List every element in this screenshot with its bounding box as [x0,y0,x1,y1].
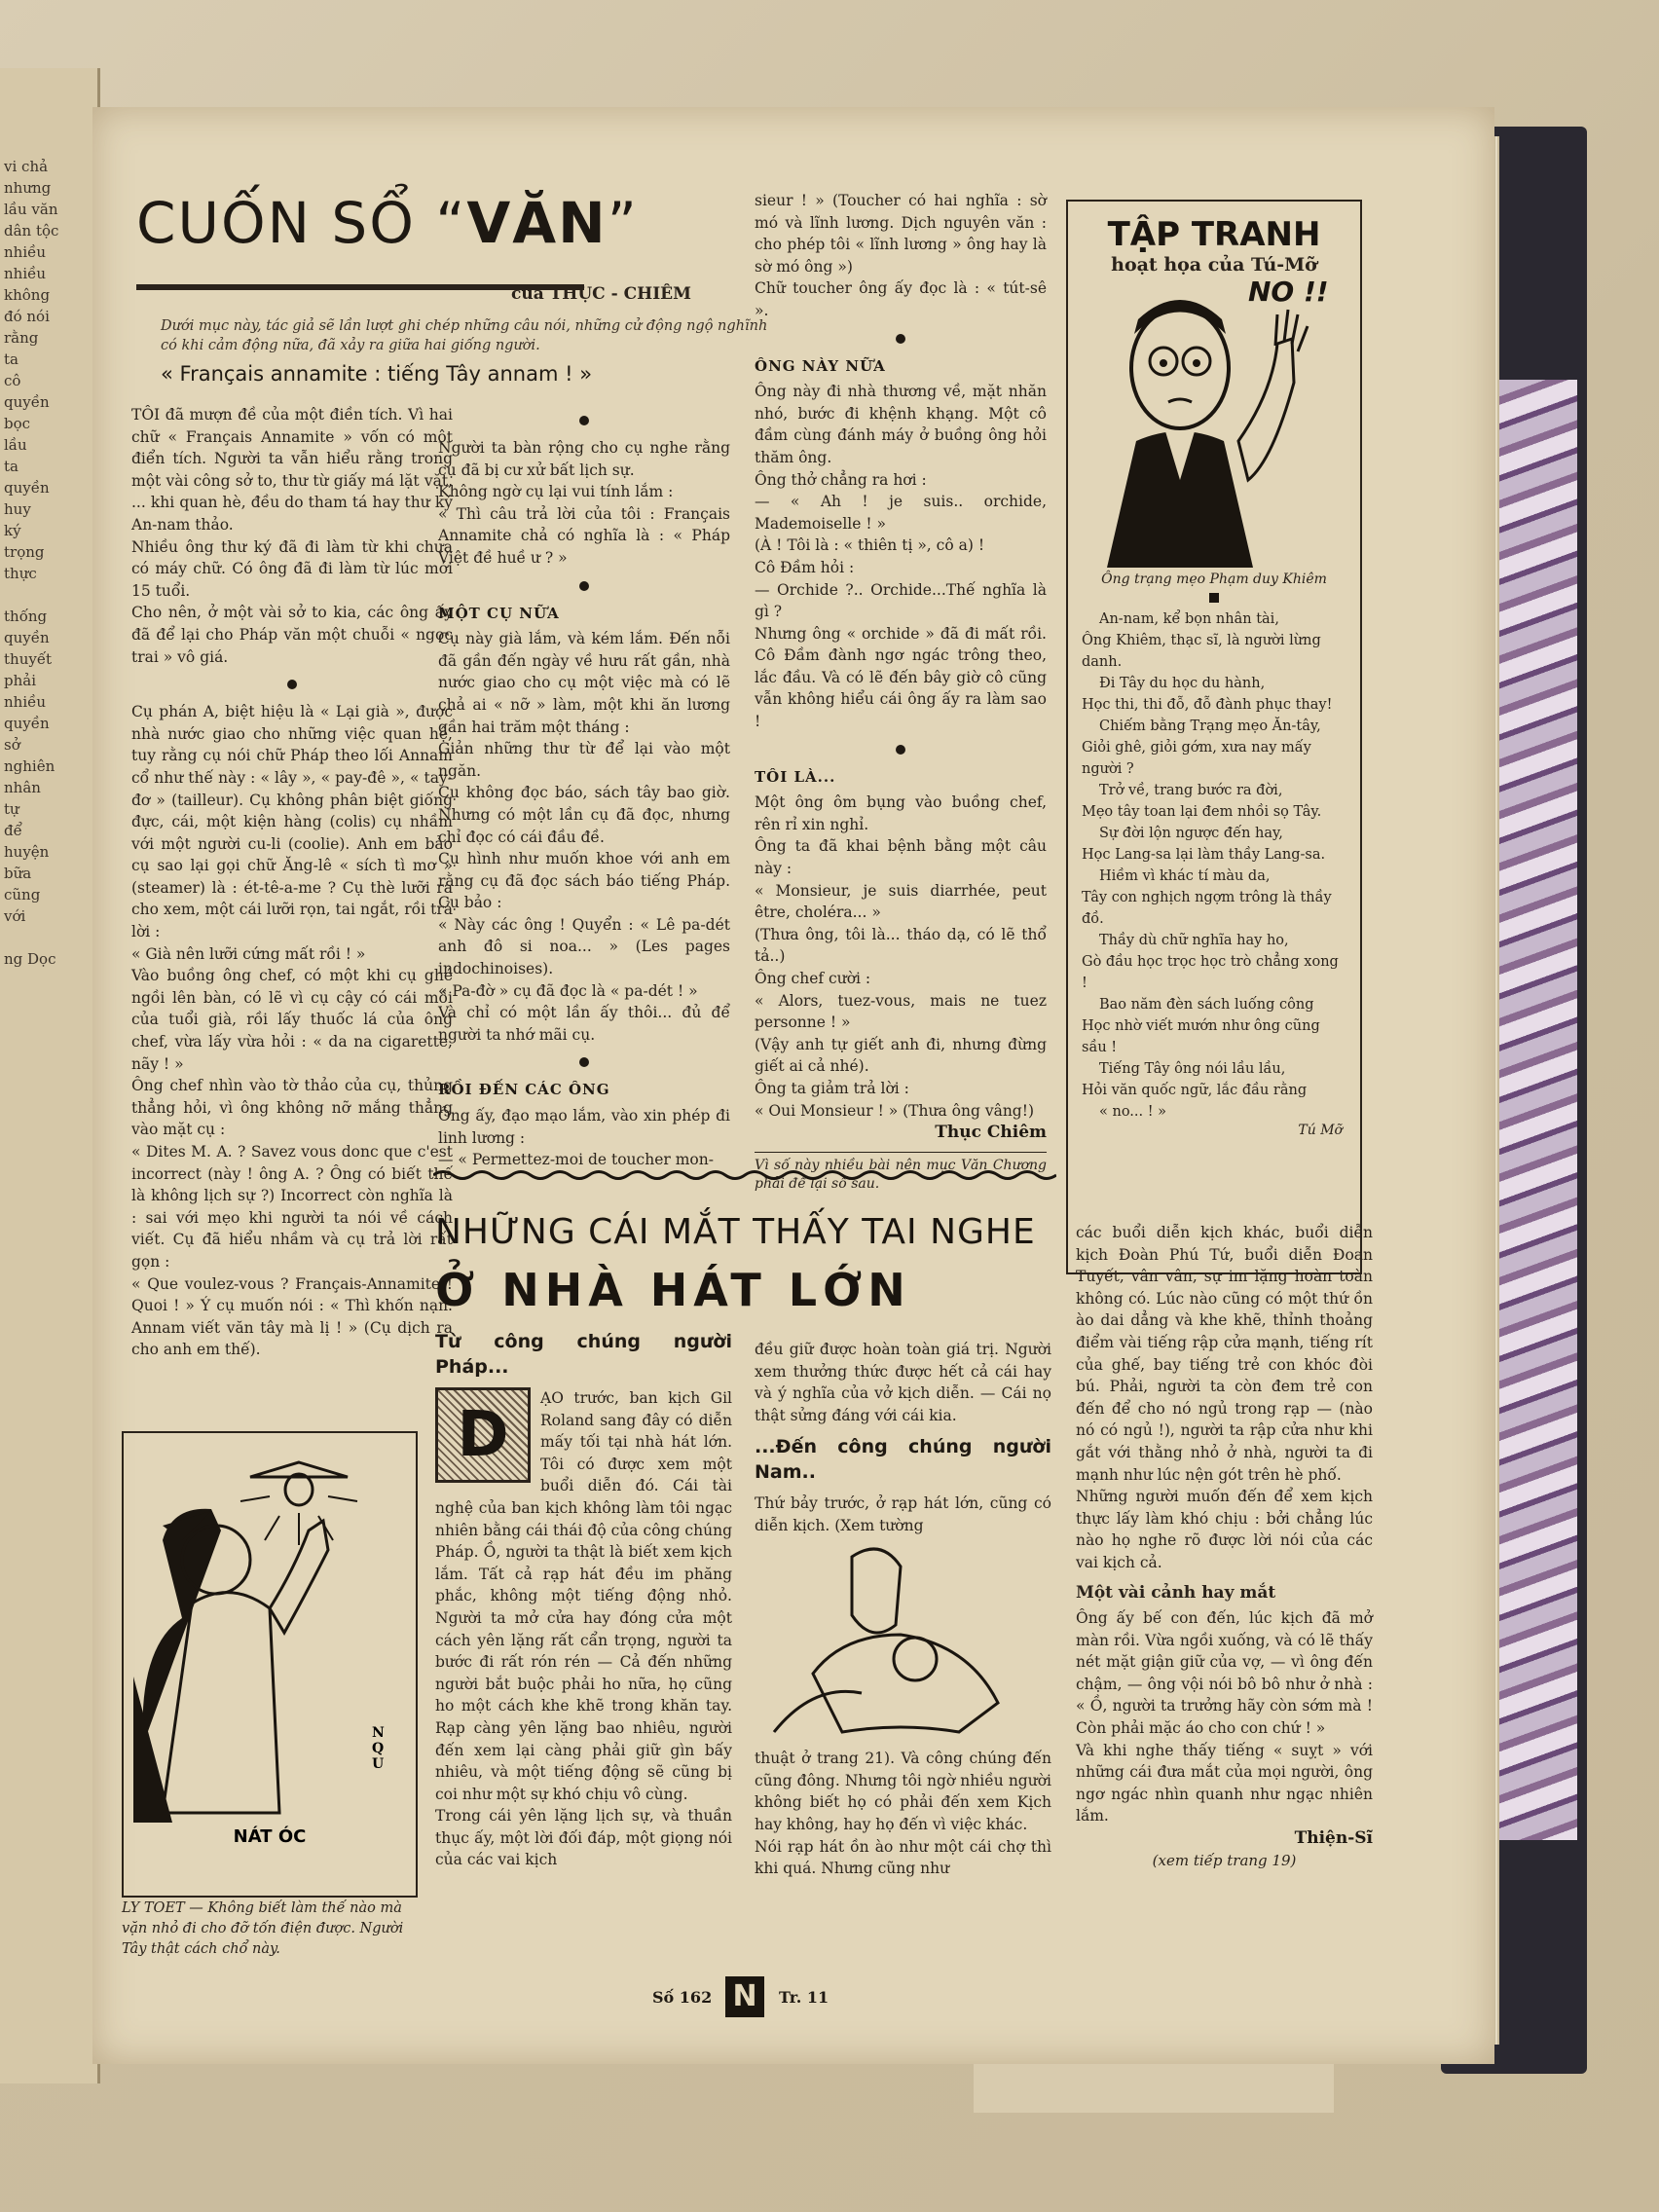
paragraph: « Này các ông ! Quyển : « Lê pa-dét anh đô si noa... » (Les pages indochinoises). [438,915,730,978]
paragraph: Ông ấy bế con đến, lúc kịch đã mở màn rồi. Vừa ngồi xuống, và có lẽ thấy nét mặt giận giữ của vợ, — vì ông đến chậm, — ông vội nói bô bô như ở nhà : « Ồ, người ta trưởng hãy còn sớm mà ! Còn phải mặc áo cho con chứ ! » [1076,1609,1373,1738]
paragraph: Những người muốn đến để xem kịch thực lấy làm khó chịu : bởi chẳng lúc nào họ nghe rõ được lời nói của các vai kịch cả. [1076,1488,1373,1571]
paragraph: « Que voulez-vous ? Français-Annamite ! Quoi ! » Ý cụ muốn nói : « Thì khốn nạn. Annam viết văn tây mà lị ! » (Cụ dịch ra cho anh em thế). [131,1274,453,1359]
paragraph: — « Ah ! je suis.. orchide, Mademoiselle ! » [755,493,1047,533]
paragraph: thuật ở trang 21). Và công chúng đến cũng đông. Nhưng tôi ngờ nhiều người không biết họ có phải đến xem Kịch hay không, hay họ đến vì việc khác. [755,1750,1051,1833]
man-raising-hand-illustration [1068,276,1356,568]
poem-line: Bao năm đèn sách luống công [1099,997,1314,1013]
mother-child-illustration [755,1537,1047,1742]
paragraph: Nhưng ông « orchide » đã đi mất rồi. Cô Đầm đành ngơ ngác trông theo, lắc đầu. Và có lẽ đến bây giờ cô cũng vẫn không hiểu cái ông ấy ra làm sao ! [755,624,1047,731]
continued-note: (xem tiếp trang 19) [1152,1851,1297,1869]
paragraph: TÔI đã mượn đề của một điền tích. Vì hai chữ « Français Annamite » vốn có một điển tích. Người ta vẫn hiểu rằng trong một vài công sở to, thư từ giấy má lặt vặt, ... khi quan hè, đều do tham tá hay thư ký An-nam thảo. [131,406,453,534]
article2-subheading: ...Đến công chúng người Nam.. [755,1436,1051,1484]
section-heading: MỘT CỤ NỮA [438,604,560,622]
signature: Thiện-Sĩ [1294,1828,1373,1849]
poem-line: Ông Khiêm, thạc sĩ, là người lừng danh. [1082,633,1321,670]
cartoon-signature: NQU [372,1725,385,1772]
paragraph: — Orchide ?.. Orchide...Thế nghĩa là gì ? [755,580,1047,621]
paragraph: Giản những thư từ để lại vào một ngăn. [438,740,730,780]
marbled-edge [1494,380,1577,1840]
article2-subheading: Một vài cảnh hay mắt [1076,1582,1276,1603]
paragraph: Trong cái yên lặng lịch sự, và thuần thục ấy, một lời đối đáp, một giọng nói của các vai kịch [435,1807,732,1869]
no-exclamation: NO !! [1248,276,1329,308]
article2-title-line1: NHỮNG CÁI MẮT THẤY TAI NGHE [435,1212,1036,1252]
poem-line: Trở về, trang bước ra đời, [1099,783,1283,798]
paragraph: Và chỉ có một lần ấy thôi... đủ để người ta nhớ mãi cụ. [438,1004,730,1044]
paragraph: Cụ hình như muốn khoe với anh em rằng cụ đã đọc sách báo tiếng Pháp. Cụ bảo : [438,850,730,912]
poem-line: Sự đời lộn ngược đến hay, [1099,826,1283,841]
left-page-fragments: vi chả nhưng lầu văn dân tộc nhiều nhiều không đó nói rằng ta cô quyền bọc lầu ta quyền huy ký trọng thực thống quyền thuyết phải nhiều quyền sở nghiên nhân tự để huyện bữa cũng với ng Dọc [4,158,59,968]
poem-line: Tây con nghịch ngợm trông là thầy đồ. [1082,890,1332,927]
poem-line: Học nhờ viết mướn như ông cũng sầu ! [1082,1018,1320,1055]
issue-number: Số 162 [652,1988,713,2007]
paragraph: Một ông ôm bụng vào buồng chef, rên rỉ xin nghỉ. [755,793,1047,833]
paragraph: Cụ không đọc báo, sách tây bao giờ. Nhưng có một lần cụ đã đọc, nhưng chỉ đọc có cái đầu đề. [438,784,730,846]
column-1 [131,404,453,1361]
paragraph: Cụ phán A, biệt hiệu là « Lại già », được nhà nước giao cho những việc quan hệ, tuy rằng cụ nói chữ Pháp theo lối Annam cổ như thế này : « lây », « pay-đê », « tay-đơ » (tailleur). Cụ không phân biệt giống đực, cái, một kiện hàng (colis) cụ nhầm với một người cu-li (coolie). Anh em bảo cụ sao lại gọi chữ Ăng-lê « sích tì mơ » (steamer) là : ét-tê-a-me ? Cụ thè lưỡi ra cho xem, một cái lưỡi rọn, tai ngắt, rồi trả lời : [131,703,453,941]
paragraph: Thứ bảy trước, ở rạp hát lớn, cũng có diễn kịch. (Xem tường [755,1494,1051,1534]
poem-line: Mẹo tây toan lại đem nhồi sọ Tây. [1082,804,1322,820]
column-3 [755,190,1047,1194]
poem-line: Đi Tây du học du hành, [1099,676,1266,691]
article2-column-1 [435,1329,732,1871]
paragraph: Chữ toucher ông ấy đọc là : « tút-sê ». [755,279,1047,319]
poem-line: Chiếm bằng Trạng mẹo Ăn-tây, [1099,719,1321,734]
section-heading: ÔNG NÀY NỮA [755,356,886,375]
section-heading: TÔI LÀ... [755,767,836,786]
comic-author: Tú-Mỡ [1251,254,1317,276]
paragraph: « Pa-đờ » cụ đã đọc là « pa-dét ! » [438,981,698,1000]
paragraph: Ông ấy, đạo mạo lắm, vào xin phép đi linh lương : [438,1107,730,1147]
paragraph: Ông chef nhìn vào tờ thảo của cụ, thủng thẳng hỏi, vì ông không nỡ mắng thẳng vào mặt cụ : [131,1077,453,1139]
poem-line: Học Lang-sa lại làm thầy Lang-sa. [1082,847,1326,863]
column-2 [438,404,730,1171]
separator-dot [896,334,905,344]
left-page [0,68,100,2083]
paragraph: (À ! Tôi là : « thiên tị », cô a) ! [755,536,985,555]
magazine-logo: N [725,1976,764,2017]
square-bullet [1209,593,1219,603]
paragraph: Và khi nghe thấy tiếng « suỵt » với những cái đưa mắt của mọi người, ông ngơ ngác nhìn quanh như ngạc nhiên lắm. [1076,1741,1373,1825]
paragraph: Ông ta giảm trả lời : [755,1079,909,1097]
cartoon-box [122,1431,418,1898]
poem-line: Gò đầu học trọc học trò chẳng xong ! [1082,954,1339,991]
wavy-divider [433,1168,1056,1182]
signature: Thục Chiêm [935,1123,1047,1143]
comic-signature: Tú Mỡ [1298,1123,1343,1138]
paragraph: « Monsieur, je suis diarrhée, peut être, choléra... » [755,881,1047,922]
separator-dot [896,745,905,755]
poem-line: « no... ! » [1099,1104,1167,1120]
poem-line: Giỏi ghê, giỏi gớm, xưa nay mấy người ? [1082,740,1311,777]
poem-line: Thầy dù chữ nghĩa hay ho, [1099,933,1289,948]
editor-note: Vì số này nhiều bài nên mục Văn Chương phải để lại số sau. [755,1152,1047,1194]
ly-toet-lamp-illustration [124,1433,412,1823]
article2-column-2 [755,1339,1051,1880]
paragraph: « Thì câu trả lời của tôi : Français Annamite chả có nghĩa là : « Pháp Việt đề huề ư ? » [438,504,730,567]
paragraph: « Già nên lưỡi cứng mất rồi ! » [131,944,366,963]
paragraph: Người ta bàn rộng cho cụ nghe rằng cụ đã bị cư xử bất lịch sự. [438,439,730,479]
paragraph: Nhiều ông thư ký đã đi làm từ khi chưa có máy chữ. Có ông đã đi làm từ lúc mới 15 tuổi. [131,537,453,600]
comic-box [1066,200,1362,1274]
separator-dot [579,581,589,591]
magazine-page [92,107,1494,2064]
cartoon-title: NÁT ÓC [233,1826,307,1847]
article2-title-line2: Ở NHÀ HÁT LỚN [435,1264,911,1316]
comic-subtitle-prefix: hoạt họa của [1111,254,1245,276]
cartoon-caption: LY TOET — Không biết làm thế nào mà vặn nhỏ đi cho đỡ tốn điện được. Người Tây thật cách chổ này. [122,1900,404,1957]
paragraph: sieur ! » (Toucher có hai nghĩa : sờ mó và lĩnh lương. Dịch nguyên văn : cho phép tôi « lĩnh lương » ông hay là sờ mó ông ») [755,192,1047,276]
comic-caption: Ông trạng mẹo Phạm duy Khiêm [1101,571,1327,587]
comic-title: TẬP TRANH [1107,215,1321,254]
paragraph: Cô Đầm hỏi : [755,558,855,576]
paragraph: ẠO trước, ban kịch Gil Roland sang đây có diễn mấy tối tại nhà hát lớn. Tôi có được xem một buổi diễn đó. Cái tài nghệ của ban kịch không làm tôi ngạc nhiên bằng cái thái độ của công chúng Pháp. Ồ, người ta thật là biết xem kịch lắm. Tất cả rạp hát đều im phăng phắc, không một tiếng động nhỏ. Người ta mở cửa hay đóng cửa một cách yên lặng rất cẩn trọng, người ta bước đi rất rón rén — Cả đến những người bắt buộc phải ho nữa, họ cũng ho một cách khe khẽ trong khăn tay. Rạp càng yên lặng bao nhiêu, người đến xem lại càng phải giữ gìn bấy nhiêu, và một tiếng động sẽ cũng bị coi như một sự khó chịu vô cùng. [435,1389,732,1803]
dropcap: D [435,1387,531,1483]
poem-line: Hiềm vì khác tí màu da, [1099,868,1271,884]
article2-subheading: Từ công chúng người Pháp... [435,1331,732,1378]
poem-line: An-nam, kể bọn nhân tài, [1099,611,1279,627]
paragraph: Ông này đi nhà thương về, mặt nhăn nhó, bước đi khệnh khạng. Một cô đầm cùng đánh máy ở buồng ông hỏi thăm ông. [755,383,1047,466]
paragraph: « Dites M. A. ? Savez vous donc que c'est incorrect (này ! ông A. ? Ông có biết thế là không lịch sự ?) Incorrect còn nghĩa là : sai với mẹo khi người ta nói về cách viết. Cụ đã hiểu nhầm và cụ trả lời rất gọn : [131,1143,453,1271]
intro-text: Dưới mục này, tác giả sẽ lần lượt ghi chép những câu nói, những cử động ngộ nghĩnh có khi cảm động nữa, đã xảy ra giữa hai giống người. [161,318,768,353]
paragraph: các buổi diễn kịch khác, buổi diễn kịch Đoàn Phú Tứ, buổi diễn Đoan Tuyết, vân vân, sự im lặng hoàn toàn không có. Lúc nào cũng có một thứ ồn ào dai dẳng và khe khẽ, thỉnh thoảng điểm vài tiếng rập cửa mạnh, tiếng rít của ghế, bay tiếng trẻ con khóc đòi bú. Phải, người ta còn đem trẻ con đến để cho nó ngủ trong rạp — (nào nó có ngủ !), người ta rập cửa như khi gắt với thằng nhỏ ở nhà, người ta đi mạnh như lúc nện gót trên hè phố. [1076,1224,1373,1484]
paragraph: Ông ta đã khai bệnh bằng một câu này : [755,837,1047,878]
paragraph: (Vậy anh tự giết anh đi, nhưng đừng giết ai cả nhé). [755,1035,1047,1076]
paragraph: « Oui Monsieur ! » (Thưa ông vâng!) [755,1101,1034,1120]
poem-line: Học thi, thi đỗ, đỗ đành phục thay! [1082,697,1333,713]
section-heading: RỒI ĐẾN CÁC ÔNG [438,1081,610,1099]
paragraph: Ông thở chẳng ra hơi : [755,470,927,489]
separator-dot [287,680,297,689]
subtitle: « Français annamite : tiếng Tây annam ! » [161,362,593,386]
paragraph: « Alors, tuez-vous, mais ne tuez personne ! » [755,991,1047,1032]
separator-dot [579,1057,589,1067]
paragraph: đều giữ được hoàn toàn giá trị. Người xem thưởng thức được hết cả cái hay và ý nghĩa của vở kịch diễn. — Cái nọ thật sửng đáng với cái kia. [755,1341,1051,1424]
comic-illustration [1068,276,1360,568]
separator-dot [579,416,589,425]
paragraph: Vào buồng ông chef, có một khi cụ ghé ngồi lên bàn, có lẽ vì cụ cậy có cái mồi của tuổi già, rồi lấy thuốc lá của ông chef, vừa lấy vừa hỏi : « da na cigarette, nãy ! » [131,967,453,1073]
paragraph: Cho nên, ở một vài sở to kia, các ông ấy đã để lại cho Pháp văn một chuỗi « ngọc trai » vô giá. [131,604,453,666]
paragraph: Nói rạp hát ồn ào như một cái chợ thì khi quá. Nhưng cũng như [755,1837,1051,1878]
paragraph: Cụ này già lắm, và kém lắm. Đến nỗi đã gần đến ngày về hưu rất gần, nhà nước giao cho cụ một việc mà có lẽ chả ai « nỡ » làm, một khi ăn lương gần hai trăm một tháng : [438,630,730,736]
paragraph: (Thưa ông, tôi là... tháo dạ, có lẽ thổ tả..) [755,925,1047,966]
poem-line: Tiếng Tây ông nói lầu lầu, [1099,1061,1286,1077]
comic-poem [1068,608,1360,1123]
byline: của THỤC - CHIÊM [511,284,691,304]
article2-column-3 [1076,1222,1373,1871]
article-title: CUỐN SỔ “VĂN” [136,190,639,256]
paragraph: Ông chef cười : [755,970,871,987]
paragraph: — « Permettez-moi de toucher mon- [438,1151,714,1169]
paragraph: Không ngờ cụ lại vui tính lắm : [438,483,674,501]
page-number: Tr. 11 [779,1988,830,2007]
poem-line: Hỏi văn quốc ngữ, lắc đầu rằng [1082,1083,1308,1098]
